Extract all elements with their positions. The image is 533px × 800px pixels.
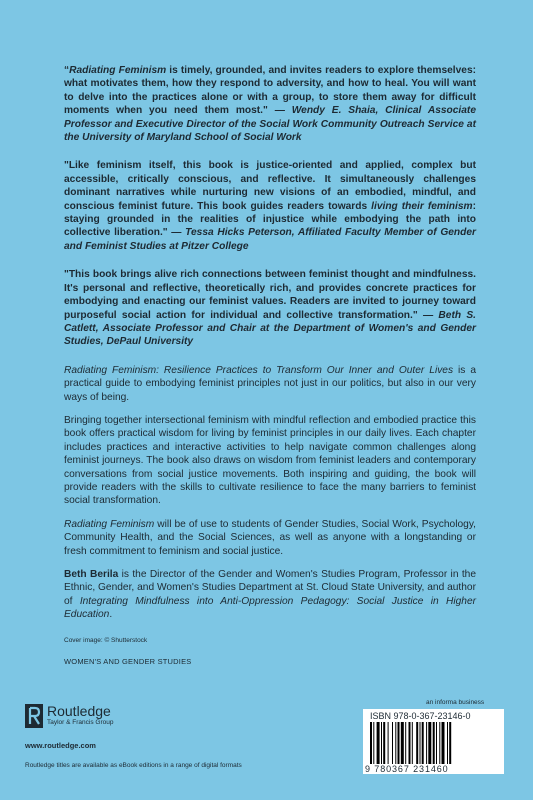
description-paragraph-1 <box>64 364 476 404</box>
publisher-group: Taylor & Francis Group <box>47 719 114 726</box>
routledge-logo-icon <box>25 704 43 728</box>
barcode-bar <box>433 722 435 764</box>
publisher-logo <box>25 704 113 728</box>
publisher-name: Routledge <box>47 703 111 719</box>
barcode-bar <box>422 722 424 764</box>
publisher-url[interactable]: www.routledge.com <box>25 741 96 750</box>
quote-text: "This book brings alive rich connections between feminist thought and mindfulness. It's personal and reflective, theoretically rich, and provides concrete practices for embodying and enacting our feminist values. Readers are invited to journey toward purposeful social action for individual and collective transformation." <box>64 269 476 321</box>
review-quote-3 <box>64 268 476 348</box>
barcode-bar <box>449 722 451 764</box>
quote-attribution: — Wendy E. Shaia, Clinical Associate Professor and Executive Director of the Social Work Community Outreach Service at the University of Maryland School of Social Work <box>64 105 476 144</box>
book-full-title: Radiating Feminism: Resilience Practices to Transform Our Inner and Outer Lives <box>64 364 454 376</box>
barcode-bar <box>370 722 372 764</box>
barcode-bar <box>373 722 374 764</box>
barcode-bar <box>447 722 448 764</box>
subject-category: WOMEN'S AND GENDER STUDIES <box>64 656 192 666</box>
barcode-bar <box>401 722 404 764</box>
author-other-book: Integrating Mindfulness into Anti-Oppression Pedagogy: Social Justice in Higher Education <box>64 595 477 621</box>
barcode-bar <box>428 722 431 764</box>
barcode-bar <box>381 722 382 764</box>
informa-text: an informa business <box>426 699 485 706</box>
barcode-bar <box>412 722 413 764</box>
barcode-bar <box>398 722 400 764</box>
barcode-bar <box>405 722 406 764</box>
quote-text-end: : staying grounded in the realities of injustice while embodying the path into collective liberation." <box>64 200 476 239</box>
cover-credit: Cover image: © Shutterstock <box>64 636 148 644</box>
quote-italic-phrase: living their feminism <box>371 200 473 212</box>
quote-attribution: — Tessa Hicks Peterson, Affiliated Faculty Member of Gender and Feminist Studies at Pitzer College <box>64 227 476 252</box>
barcode-bar <box>377 722 380 764</box>
description-text: is a practical guide to embodying feminist principles not just in our politics, but also in our very ways of being. <box>64 364 476 403</box>
barcode-bar <box>395 722 396 764</box>
informa-tagline <box>426 699 484 706</box>
barcode-bar <box>439 722 440 764</box>
book-title: Radiating Feminism <box>64 518 155 530</box>
author-bio-end: . <box>109 609 113 621</box>
description-paragraph-2: Bringing together intersectional feminism with mindful reflection and embodied practice this book offers practical wisdom for living by feminist principles in our daily lives. Each chapter includes practices and interactive activities to help navigate common challenges along feminist journeys. The book also draws on wisdom from feminist leaders and contemporary conversations from social justice movements. Both inspiring and guiding, the book will provide readers with the skills to cultivate resilience to face the many barriers to feminist social transformation. <box>64 414 476 507</box>
barcode-bar <box>392 722 393 764</box>
barcode-bar <box>436 722 437 764</box>
barcode-bar <box>426 722 427 764</box>
back-cover-content <box>64 64 476 668</box>
description-paragraph-3 <box>64 518 476 558</box>
author-bio-text: is the Director of the Gender and Women's Studies Program, Professor in the Ethnic, Gender, and Women's Studies Department at St. Cloud State University, and author of <box>64 569 476 607</box>
review-quote-2 <box>64 159 476 253</box>
barcode-bar <box>388 722 389 764</box>
author-bio <box>64 568 476 622</box>
isbn-label: ISBN 978-0-367-23146-0 <box>370 711 471 721</box>
barcode-bar <box>420 722 421 764</box>
barcode-bars <box>370 722 497 764</box>
barcode-number: 9 780367 231460 <box>365 764 449 774</box>
quote-book-title: Radiating Feminism <box>69 65 167 76</box>
barcode-bar <box>416 722 418 764</box>
description-text: will be of use to students of Gender Studies, Social Work, Psychology, Community Health, and the Social Sciences, as well as anyone with a longstanding or fresh commitment to feminism and social justice. <box>64 518 476 557</box>
isbn-barcode <box>363 709 504 774</box>
barcode-bar <box>442 722 445 764</box>
author-name: Beth Berila <box>64 569 119 580</box>
barcode-bar <box>409 722 411 764</box>
barcode-bar <box>383 722 385 764</box>
ebook-note: Routledge titles are available as eBook editions in a range of digital formats <box>25 762 242 769</box>
quote-text: "Like feminism itself, this book is justice-oriented and applied, complex but accessible, critically conscious, and reflective. It simultaneously challenges dominant narratives while nurturing new visions of an embodied, mindful, and conscious feminist future. This book guides readers towards <box>64 160 476 212</box>
quote-attribution: — Beth S. Catlett, Associate Professor and Chair at the Department of Women's and Gender Studies, DePaul University <box>64 309 476 348</box>
review-quote-1: “Radiating Feminism is timely, grounded, and invites readers to explore themselves: what motivates them, how they respond to adversity, and how to heal. You will want to delve into the practices alone or with a group, to store them away for difficult moments when you need them most." — Wendy E. Shaia, Clinical Associate Professor and Executive Director of the Social Work Community Outreach Service at the University of Maryland School of Social Work <box>64 65 477 144</box>
quote-text: is timely, grounded, and invites readers to explore themselves: what motivates them, how they respond to adversity, and how to heal. You will want to delve into the practices alone or with a group, to store them away for difficult moments when you need them most." <box>64 65 477 117</box>
